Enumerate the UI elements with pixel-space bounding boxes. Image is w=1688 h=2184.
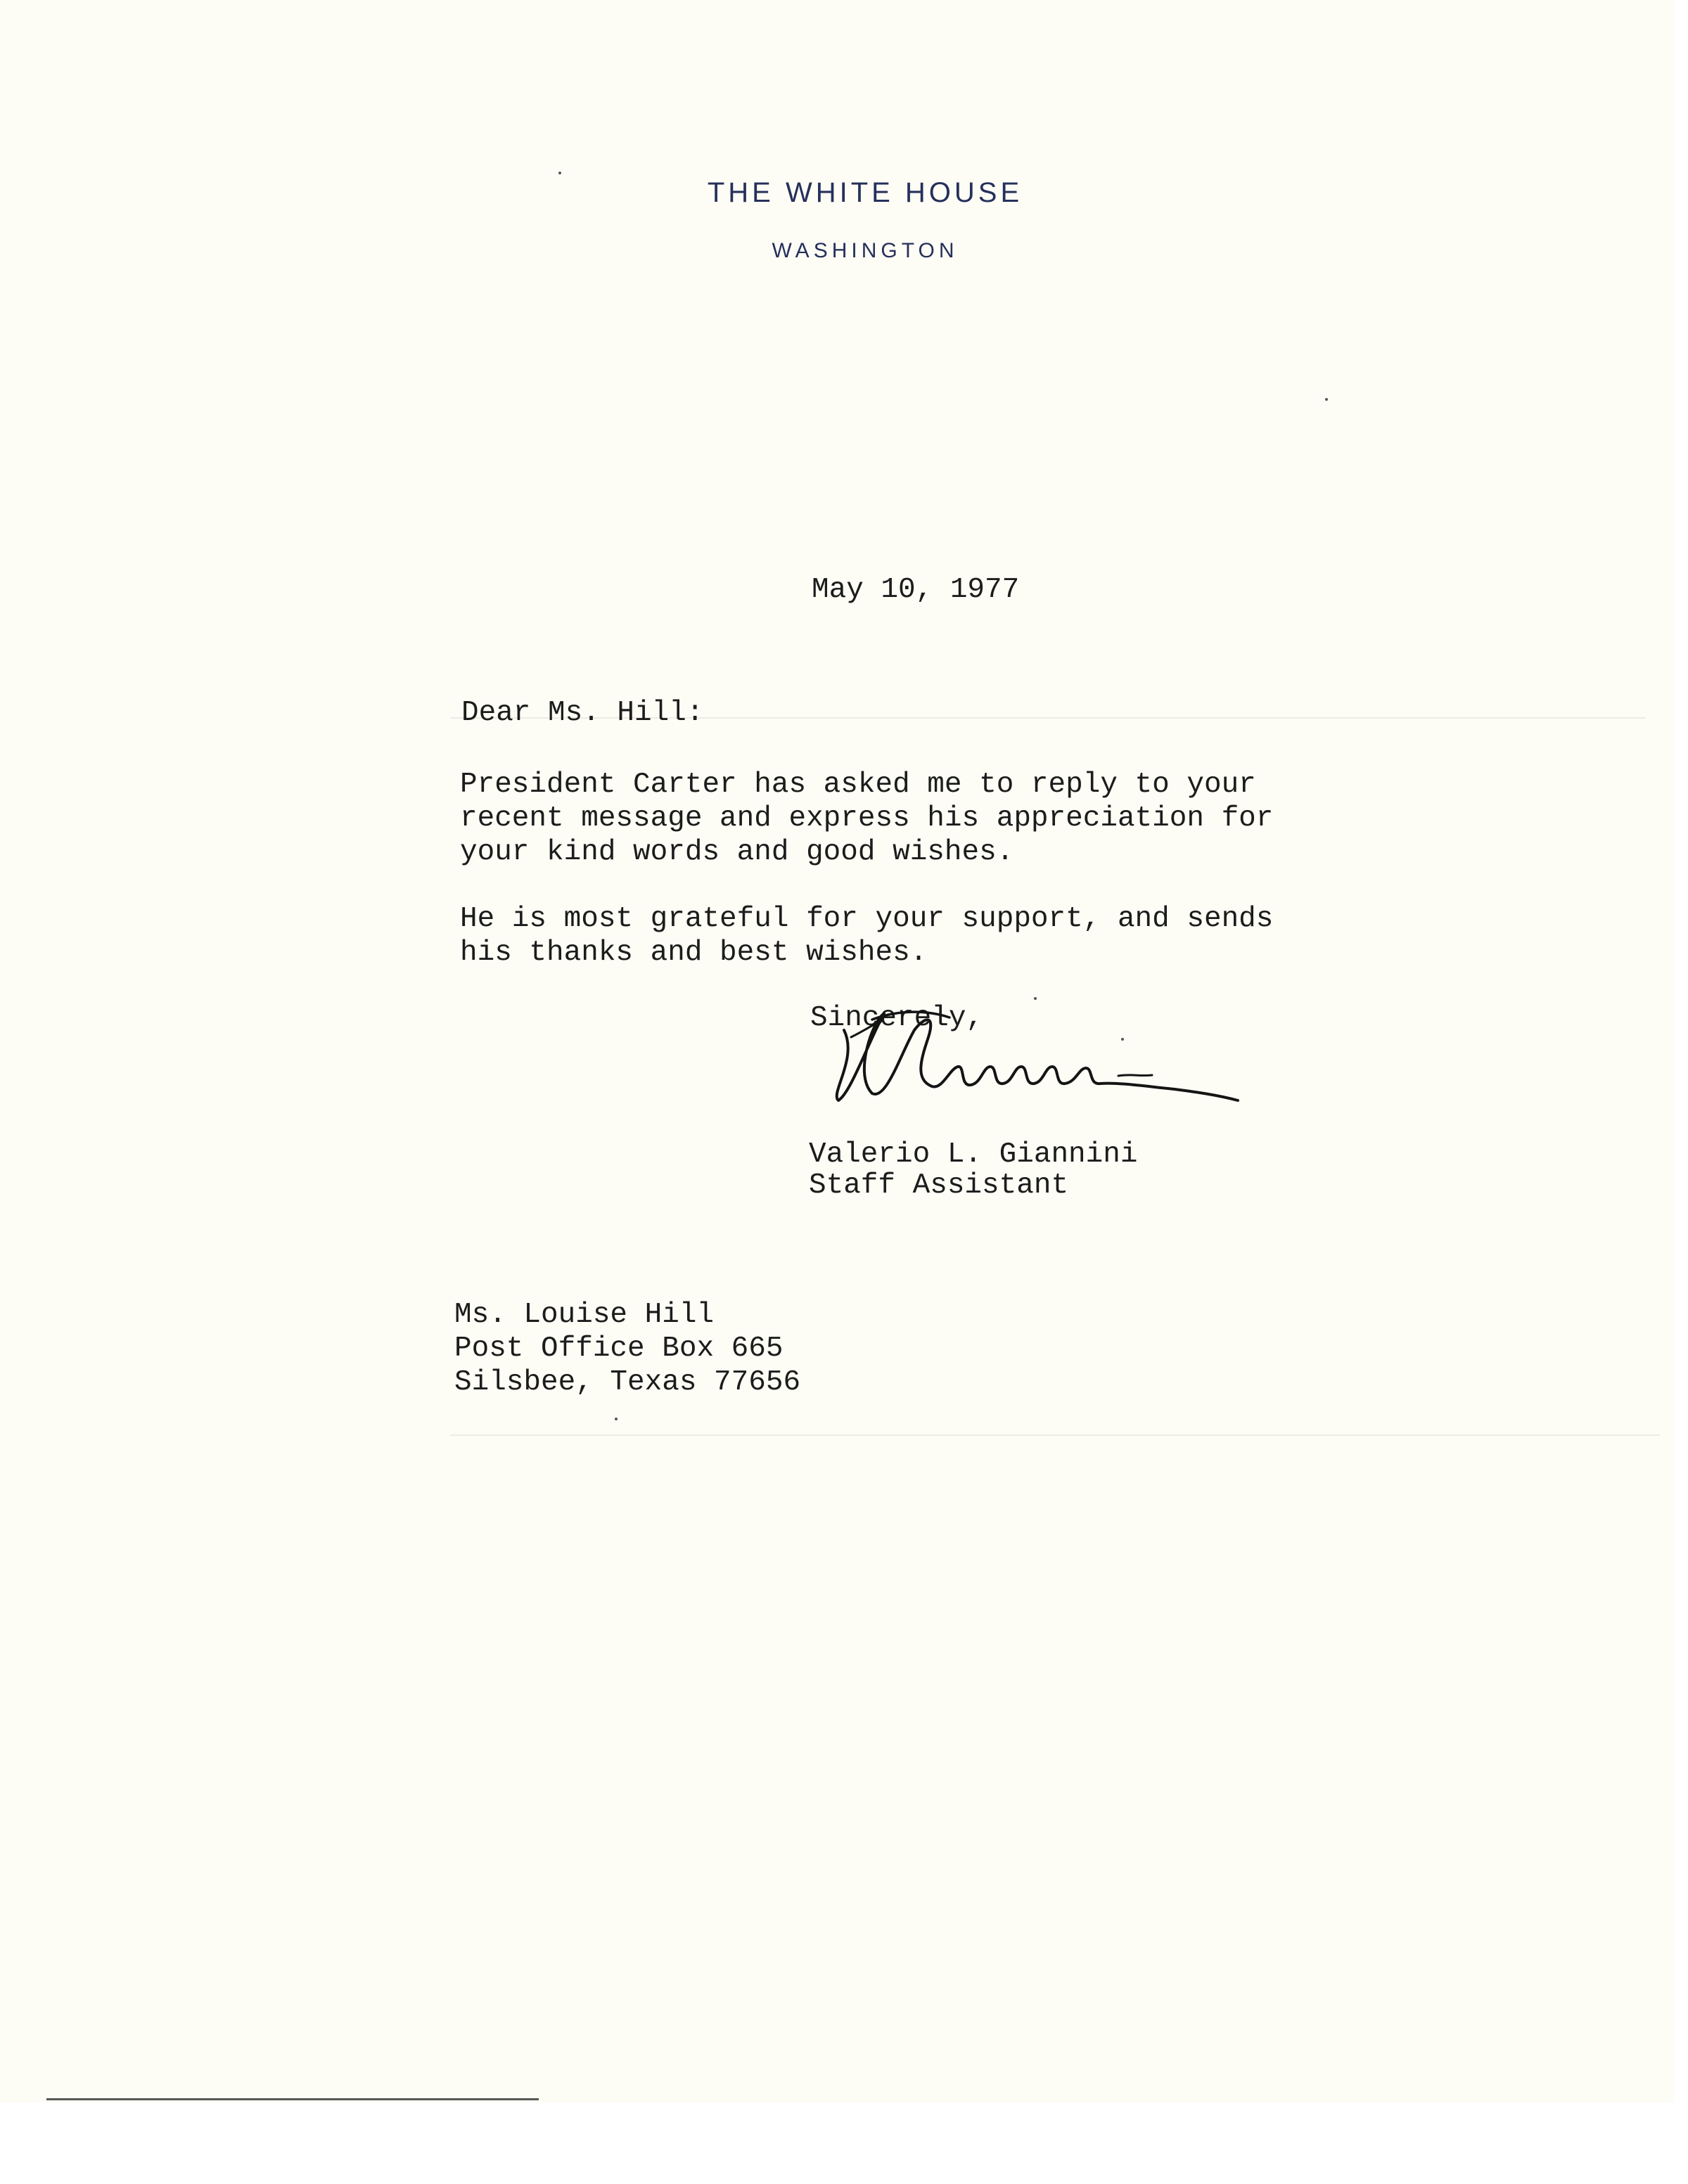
paper-crease (450, 1434, 1660, 1436)
sheet-bottom-edge (46, 2098, 539, 2100)
address-line: Ms. Louise Hill (454, 1299, 715, 1331)
letter-date: May 10, 1977 (812, 574, 1020, 606)
paragraph-line: He is most grateful for your support, and sends (460, 903, 1274, 935)
paragraph-line: his thanks and best wishes. (460, 937, 928, 969)
signer-name: Valerio L. Giannini (809, 1138, 1138, 1171)
recipient-address (454, 1298, 800, 1399)
paragraph-line: your kind words and good wishes. (460, 836, 1014, 868)
body-paragraph-1 (460, 768, 1273, 869)
letterhead-title: THE WHITE HOUSE (707, 177, 1023, 208)
letterhead-subtitle: WASHINGTON (772, 239, 959, 262)
body-paragraph-2 (460, 902, 1273, 970)
paper-speck (558, 172, 561, 174)
paper-speck (615, 1418, 618, 1420)
address-line: Post Office Box 665 (454, 1332, 784, 1365)
address-line: Silsbee, Texas 77656 (454, 1366, 801, 1399)
handwritten-signature (809, 988, 1259, 1139)
paragraph-line: President Carter has asked me to reply to your (460, 769, 1256, 801)
salutation: Dear Ms. Hill: (461, 697, 704, 729)
closing: Sincerely, (810, 1002, 984, 1034)
paper-speck (1325, 398, 1328, 401)
paragraph-line: recent message and express his appreciation for (460, 802, 1274, 835)
signer-title: Staff Assistant (809, 1169, 1069, 1202)
